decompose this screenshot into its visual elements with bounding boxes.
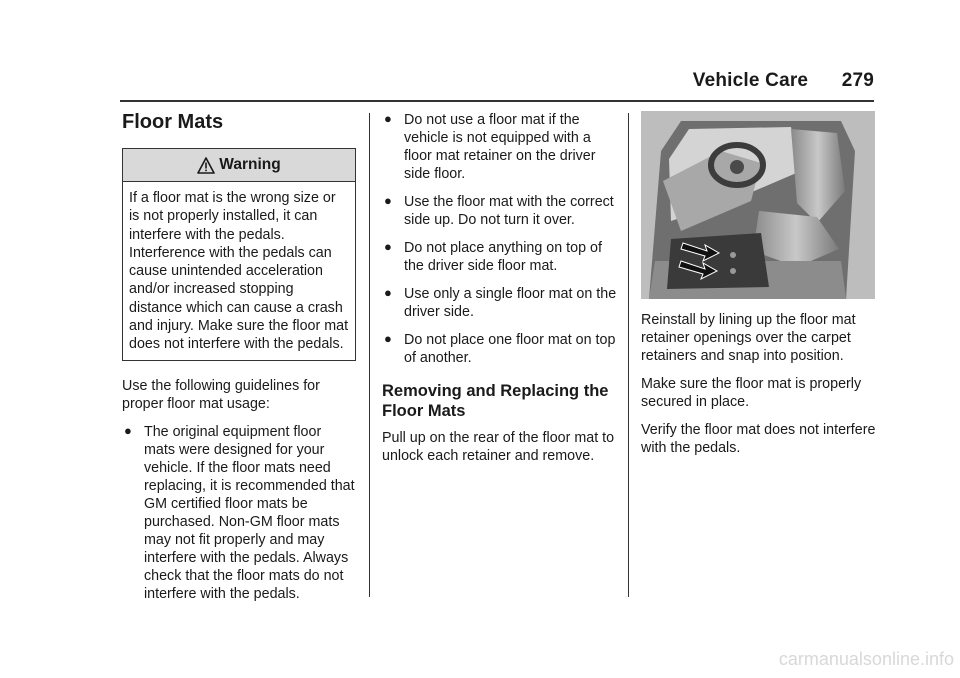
column-3 <box>641 111 877 467</box>
warning-label: Warning <box>219 156 281 173</box>
section-name: Vehicle Care <box>692 70 809 91</box>
header-rule <box>120 100 874 102</box>
page-number: 279 <box>841 70 874 91</box>
running-head <box>693 70 874 92</box>
list-item-text: Do not use a floor mat if the vehicle is not equipped with a floor mat retainer on the driver side floor. <box>404 112 596 182</box>
page-title: Floor Mats <box>122 111 224 133</box>
list-item <box>382 331 618 367</box>
paragraph: Verify the floor mat does not interfere with the pedals. <box>641 422 876 456</box>
warning-box <box>122 148 356 361</box>
bullet-marker: ● <box>384 193 392 208</box>
paragraph: Reinstall by lining up the floor mat retainer openings over the carpet retainers and snap into position. <box>641 312 856 364</box>
list-item-text: Do not place one floor mat on top of another. <box>404 332 616 366</box>
warning-triangle-icon <box>197 157 215 174</box>
bullet-marker: ● <box>384 111 392 126</box>
column-divider-1 <box>369 113 370 597</box>
bullet-marker: ● <box>384 239 392 254</box>
subsection-title: Removing and Replacing the Floor Mats <box>382 382 609 420</box>
list-item <box>382 285 618 321</box>
watermark: carmanualsonline.info <box>778 649 954 669</box>
bullet-marker: ● <box>384 285 392 300</box>
list-item-text: The original equipment floor mats were designed for your vehicle. If the floor mats need replacing, it is recommended that GM certified floor mats be purchased. Non-GM floor mats may not fit properly and may interfere with the pedals. Always check that the floor mats do not interfere with the pedals. <box>144 423 355 602</box>
paragraph: Make sure the floor mat is properly secured in place. <box>641 376 862 410</box>
list-item-text: Use the floor mat with the correct side up. Do not turn it over. <box>404 194 614 228</box>
warning-header <box>123 149 355 182</box>
warning-text: If a floor mat is the wrong size or is not properly installed, it can interfere with the pedals. Interference with the pedals can cause unintended acceleration and/or increased stopping distance which can cause a crash and injury. Make sure the floor mat does not interfere with the pedals. <box>129 190 349 353</box>
intro-paragraph: Use the following guidelines for proper floor mat usage: <box>122 377 320 412</box>
bullet-marker: ● <box>384 331 392 346</box>
list-item <box>382 239 618 275</box>
list-item <box>382 193 618 229</box>
car-interior-floor-mat-illustration <box>641 111 875 299</box>
column-1 <box>122 108 356 613</box>
list-item-text: Use only a single floor mat on the driver side. <box>404 286 617 320</box>
subsection-paragraph: Pull up on the rear of the floor mat to unlock each retainer and remove. <box>382 430 615 464</box>
list-item-text: Do not place anything on top of the driver side floor mat. <box>404 240 602 274</box>
bullet-list-1 <box>122 423 356 603</box>
list-item <box>382 111 618 183</box>
bullet-list-2 <box>382 111 618 367</box>
list-item <box>122 423 356 603</box>
column-divider-2 <box>628 113 629 597</box>
column-2 <box>382 111 618 475</box>
bullet-marker: ● <box>124 422 132 438</box>
